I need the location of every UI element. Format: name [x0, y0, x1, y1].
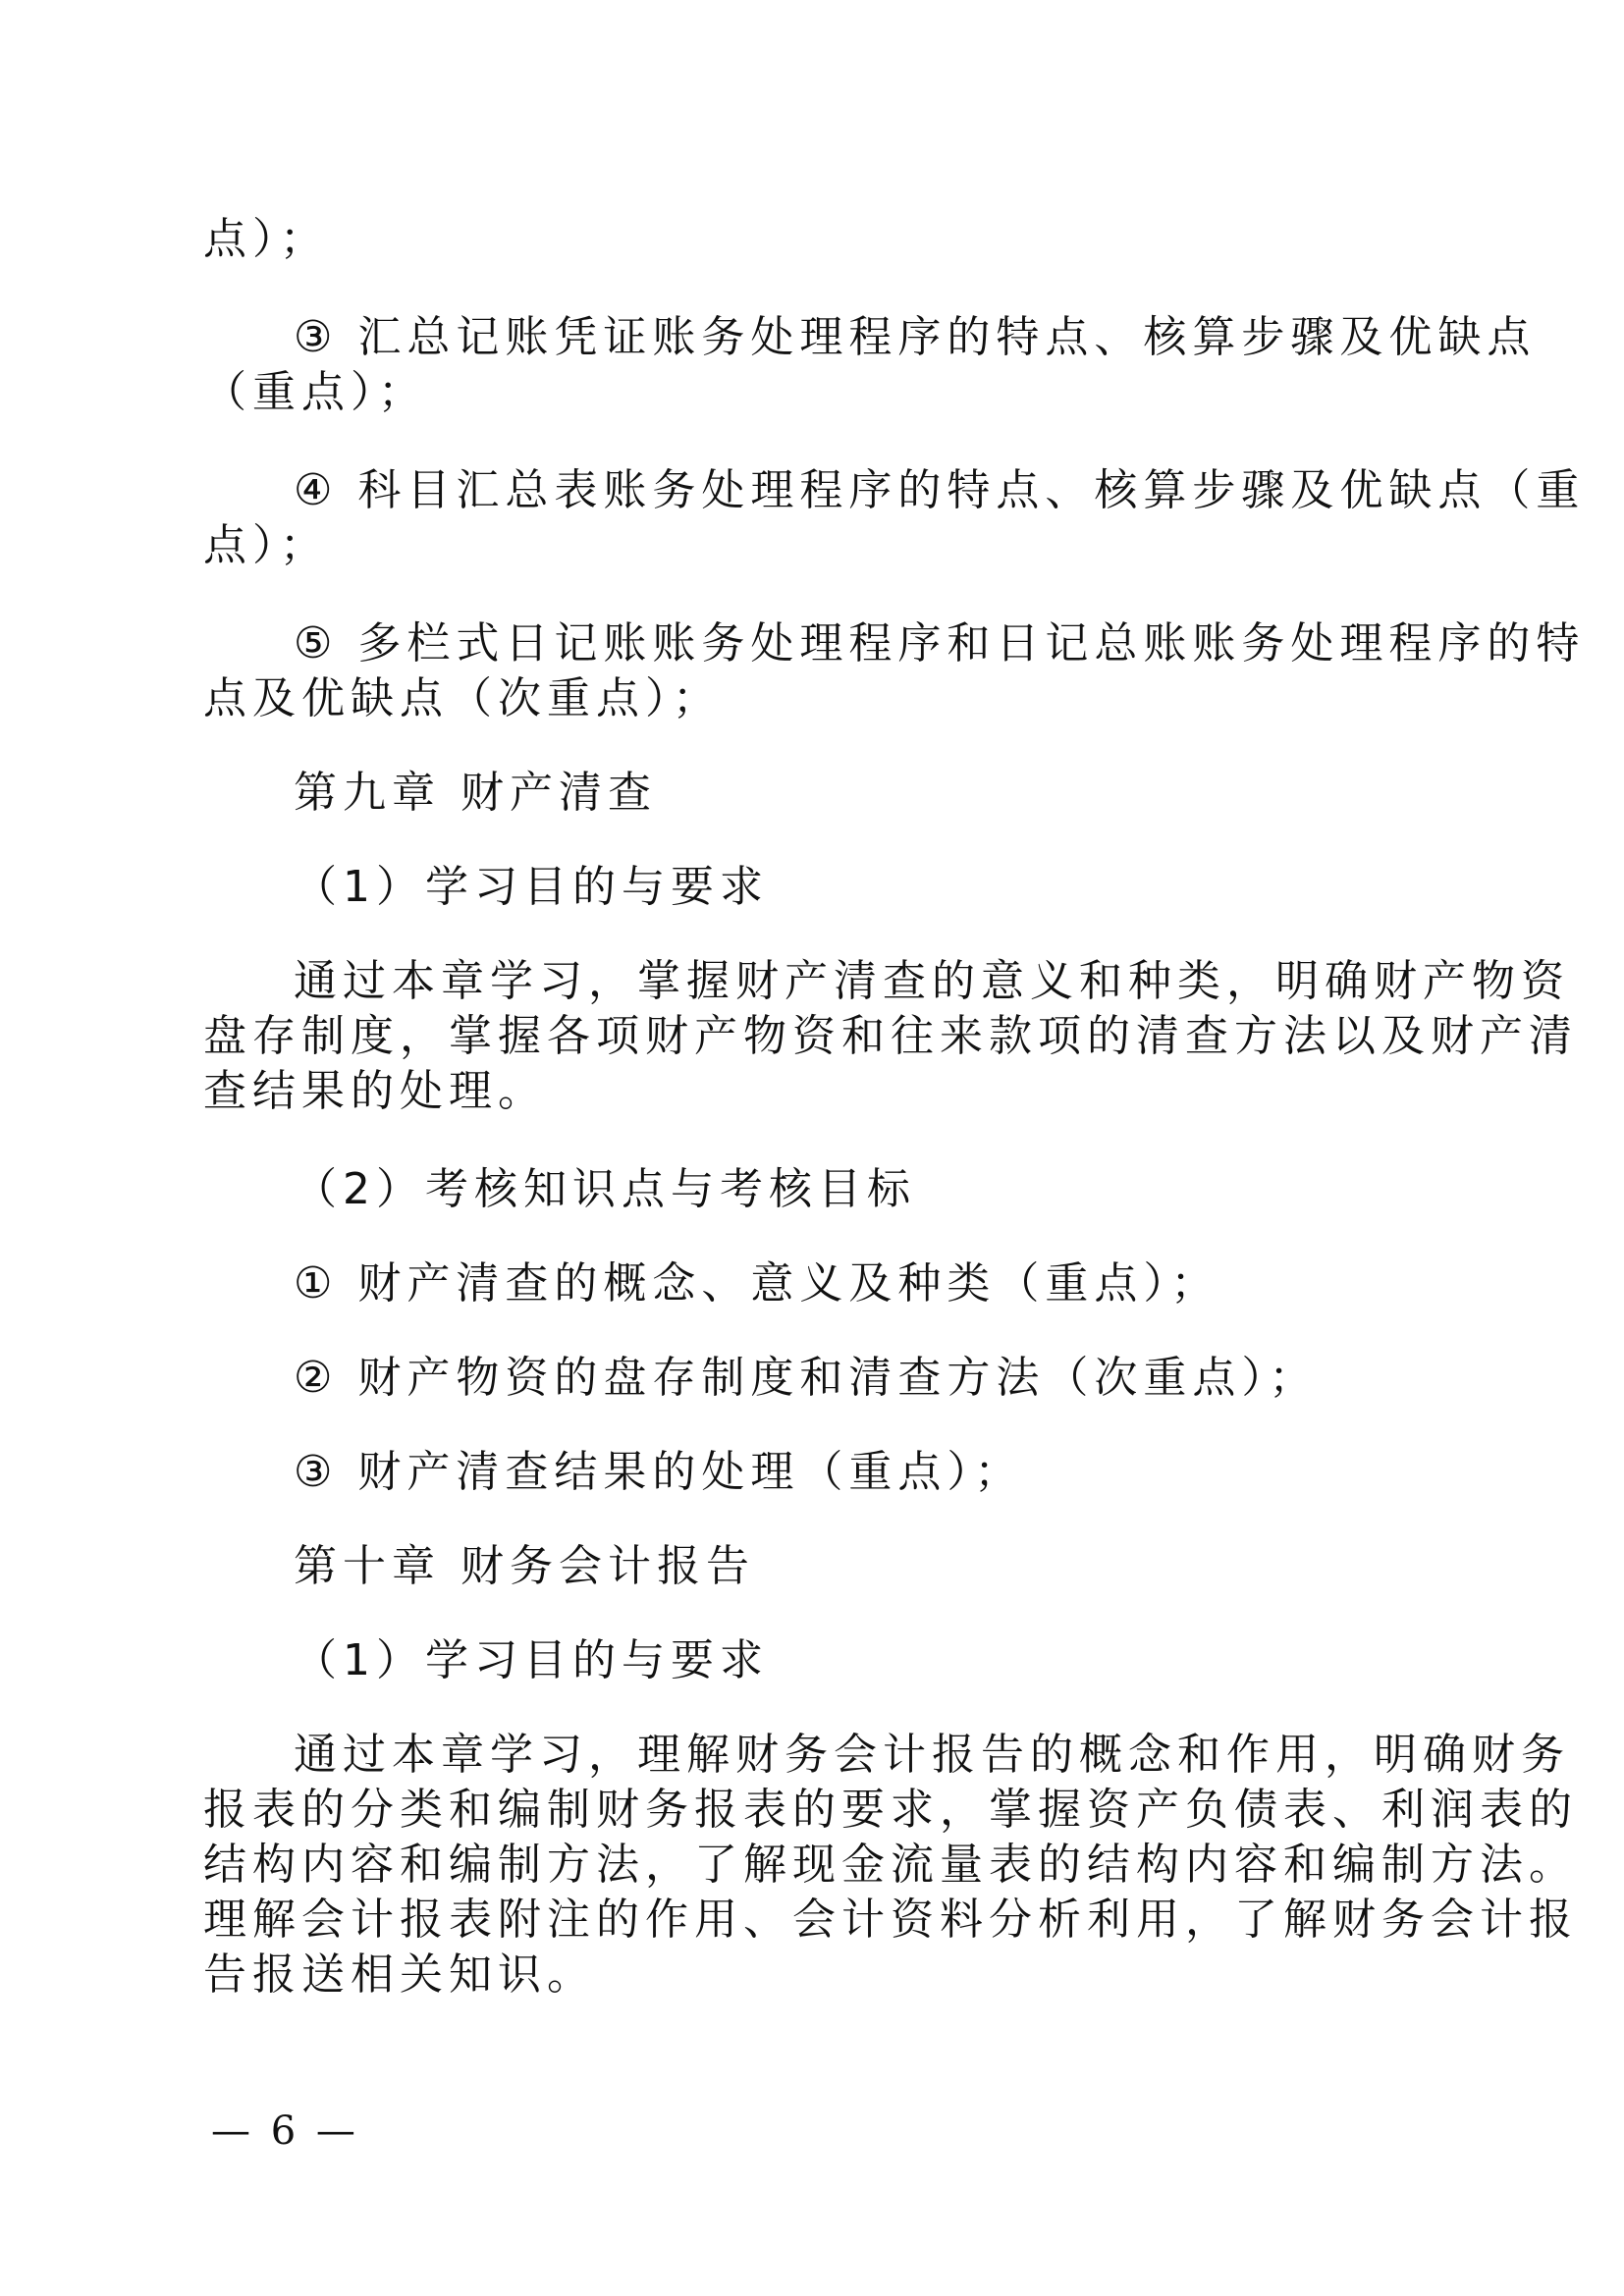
paragraph-line: 通过本章学习，掌握财产清查的意义和种类，明确财产物资 — [294, 956, 1570, 1006]
section-heading: （1）学习目的与要求 — [294, 862, 769, 912]
section-heading: （2）考核知识点与考核目标 — [294, 1164, 916, 1214]
list-item-3: ③ 财产清查结果的处理（重点）； — [294, 1447, 1024, 1497]
list-item-3: ③ 汇总记账凭证账务处理程序的特点、核算步骤及优缺点 — [294, 312, 1537, 362]
paragraph-line: 告报送相关知识。 — [203, 1949, 596, 2000]
paragraph-line: 理解会计报表附注的作用、会计资料分析利用，了解财务会计报 — [203, 1895, 1578, 1945]
text-line: （重点）； — [203, 367, 427, 417]
section-heading: （1）学习目的与要求 — [294, 1635, 769, 1685]
list-item-4: ④ 科目汇总表账务处理程序的特点、核算步骤及优缺点（重 — [294, 465, 1586, 515]
list-item-5: ⑤ 多栏式日记账账务处理程序和日记总账账务处理程序的特 — [294, 618, 1586, 668]
paragraph-line: 通过本章学习，理解财务会计报告的概念和作用，明确财务 — [294, 1730, 1570, 1780]
list-item-1: ① 财产清查的概念、意义及种类（重点）； — [294, 1258, 1220, 1308]
chapter-heading-9: 第九章 财产清查 — [294, 768, 657, 818]
page-number: — 6 — — [211, 2109, 359, 2154]
text-line: 点）； — [203, 214, 329, 264]
text-line: 点及优缺点（次重点）； — [203, 673, 722, 723]
paragraph-line: 查结果的处理。 — [203, 1066, 547, 1116]
paragraph-line: 盘存制度，掌握各项财产物资和往来款项的清查方法以及财产清 — [203, 1011, 1578, 1061]
text-line: 点）； — [203, 520, 329, 570]
list-item-2: ② 财产物资的盘存制度和清查方法（次重点）； — [294, 1353, 1319, 1403]
chapter-heading-10: 第十章 财务会计报告 — [294, 1541, 755, 1591]
paragraph-line: 报表的分类和编制财务报表的要求，掌握资产负债表、利润表的 — [203, 1785, 1578, 1835]
paragraph-line: 结构内容和编制方法，了解现金流量表的结构内容和编制方法。 — [203, 1840, 1578, 1890]
